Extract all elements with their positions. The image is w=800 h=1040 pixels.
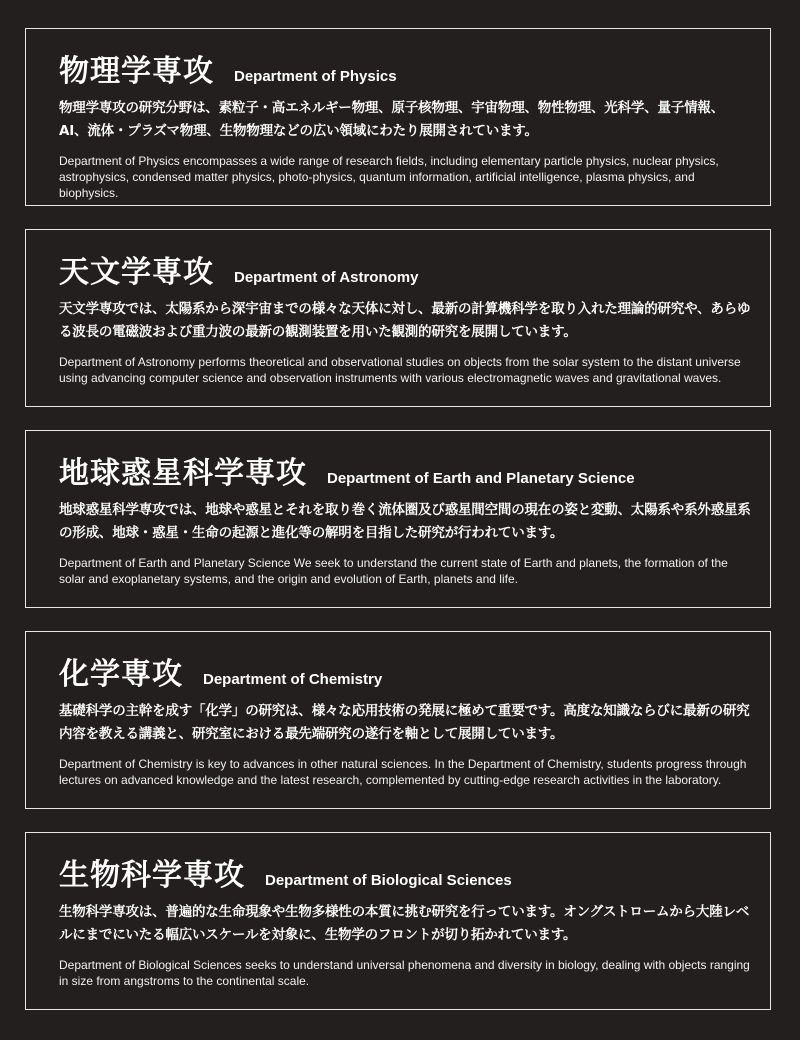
dept-header: [59, 649, 382, 693]
dept-card-physics: [25, 28, 771, 206]
dept-description-en: Department of Biological Sciences seeks to understand universal phenomena and diversity in biology, dealing with objects ranging in size from angstroms to the continental scale.: [59, 958, 750, 988]
dept-card-earth-planetary-science: [25, 430, 771, 608]
dept-title-ja: 化学専攻: [59, 657, 183, 692]
dept-header: [59, 46, 397, 90]
dept-header: [59, 850, 512, 894]
dept-description-en: Department of Astronomy performs theoretical and observational studies on objects from the solar system to the distant universe using advancing computer science and observation instruments with various electromagnetic waves and gravitational waves.: [59, 355, 741, 385]
dept-card-chemistry: [25, 631, 771, 809]
dept-title-ja: 物理学専攻: [59, 54, 214, 89]
dept-title-en: Department of Chemistry: [203, 671, 383, 688]
dept-title-en: Department of Physics: [234, 68, 397, 85]
dept-description-ja: 基礎科学の主幹を成す「化学」の研究は、様々な応用技術の発展に極めて重要です。高度な知識ならびに最新の研究内容を教える講義と、研究室における最先端研究の遂行を軸として展開しています。: [59, 703, 750, 742]
dept-title-ja: 地球惑星科学専攻: [59, 456, 307, 491]
dept-description-en: Department of Physics encompasses a wide range of research fields, including elementary particle physics, nuclear physics, astrophysics, condensed matter physics, photo-physics, quantum information, artificial intelligence, plasma physics, and biophysics.: [59, 154, 719, 200]
dept-title-ja: 天文学専攻: [59, 255, 214, 290]
dept-description-ja: 天文学専攻では、太陽系から深宇宙までの様々な天体に対し、最新の計算機科学を取り入れた理論的研究や、あらゆる波長の電磁波および重力波の最新の観測装置を用いた観測的研究を展開しています。: [59, 301, 751, 340]
dept-header: [59, 448, 635, 492]
dept-title-en: Department of Biological Sciences: [265, 872, 512, 889]
dept-card-biological-sciences: [25, 832, 771, 1010]
dept-description-ja: 物理学専攻の研究分野は、素粒子・高エネルギー物理、原子核物理、宇宙物理、物性物理、光科学、量子情報、AI、流体・プラズマ物理、生物物理などの広い領域にわたり展開されています。: [59, 100, 724, 139]
dept-card-astronomy: [25, 229, 771, 407]
dept-header: [59, 247, 418, 291]
dept-description-en: Department of Chemistry is key to advances in other natural sciences. In the Department of Chemistry, students progress through lectures on advanced knowledge and the latest research, complemented by cutting-edge research activities in the laboratory.: [59, 757, 747, 787]
dept-title-en: Department of Earth and Planetary Science: [327, 470, 635, 487]
dept-title-ja: 生物科学専攻: [59, 858, 245, 893]
dept-description-ja: 地球惑星科学専攻では、地球や惑星とそれを取り巻く流体圏及び惑星間空間の現在の姿と変動、太陽系や系外惑星系の形成、地球・惑星・生命の起源と進化等の解明を目指した研究が行われています。: [59, 502, 751, 541]
dept-title-en: Department of Astronomy: [234, 269, 419, 286]
dept-description-ja: 生物科学専攻は、普遍的な生命現象や生物多様性の本質に挑む研究を行っています。オングストロームから大陸レベルにまでにいたる幅広いスケールを対象に、生物学のフロントが切り拓かれています。: [59, 904, 750, 943]
dept-description-en: Department of Earth and Planetary Science We seek to understand the current state of Earth and planets, the formation of the solar and exoplanetary systems, and the origin and evolution of Earth, planets and life.: [59, 556, 728, 586]
